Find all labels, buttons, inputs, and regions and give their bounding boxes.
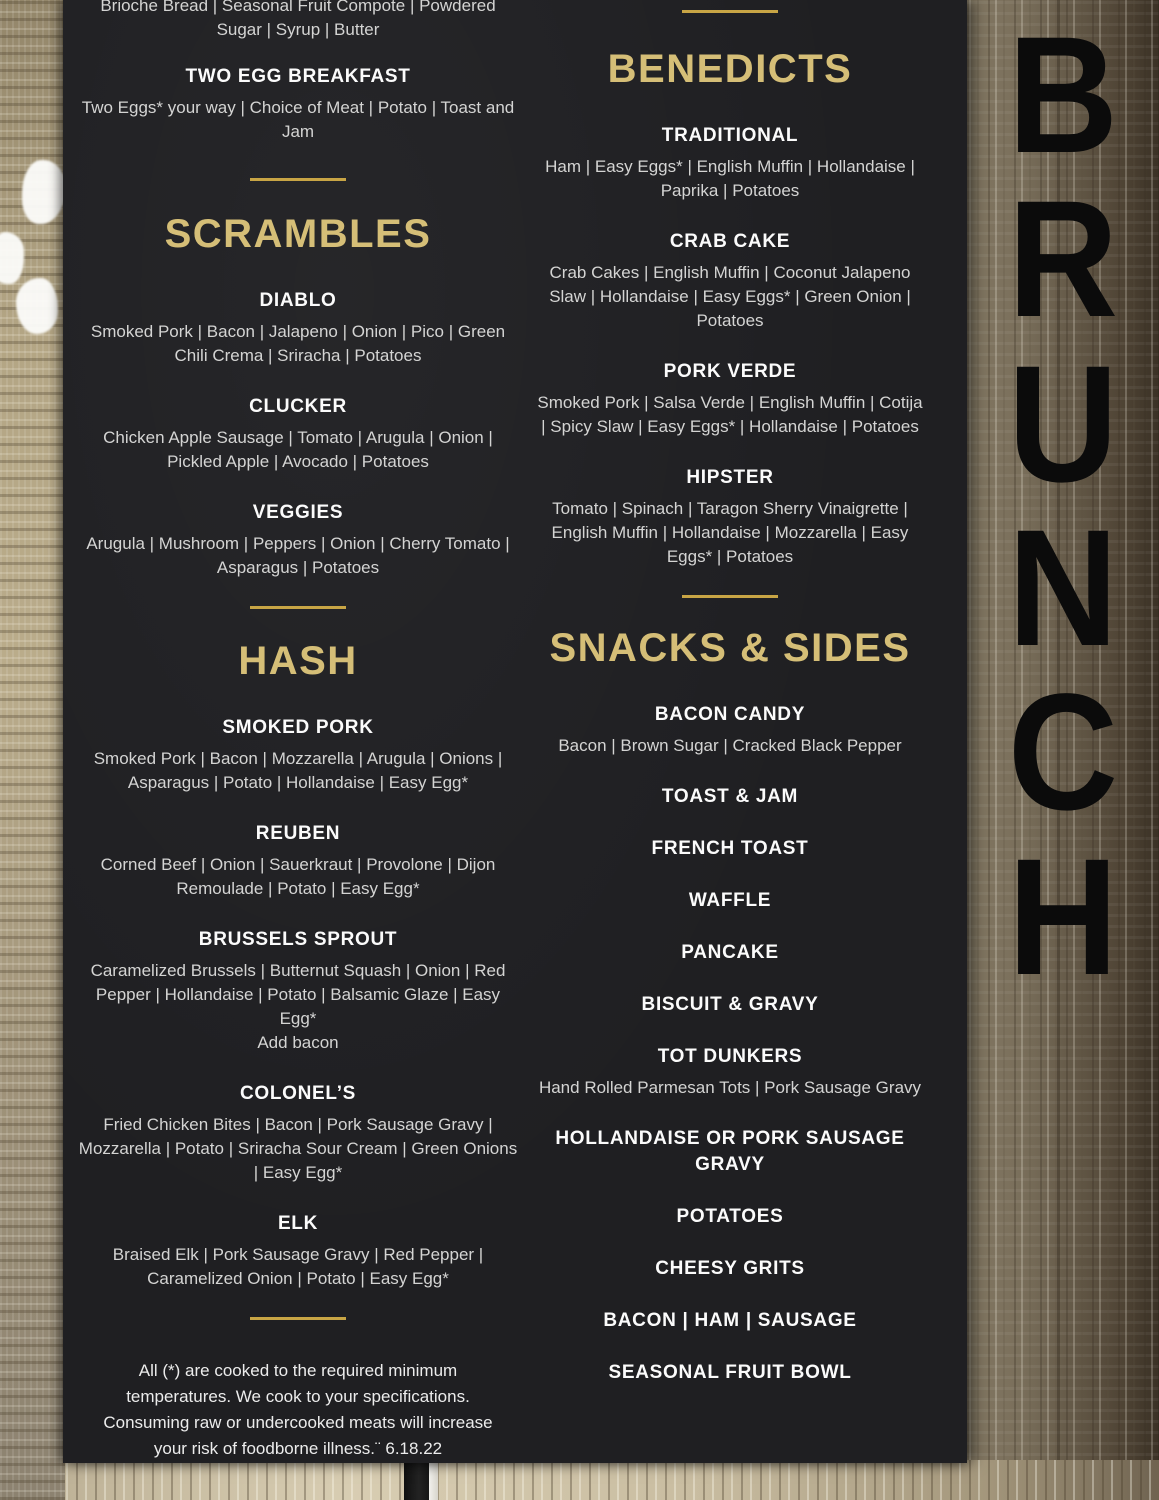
menu-item [535,836,925,862]
section-heading-snacks-and-sides: SNACKS & SIDES [549,626,911,670]
menu-item-name: BISCUIT & GRAVY [641,994,819,1015]
paint-splotch [16,278,58,334]
menu-item-name: CRAB CAKE [669,231,791,252]
menu-item [78,394,518,474]
menu-item [535,1126,925,1178]
menu-item [535,1044,925,1100]
section-divider [250,178,346,181]
menu-item-name: SEASONAL FRUIT BOWL [608,1362,852,1383]
menu-item [535,1256,925,1282]
menu-item-desc: Two Eggs* your way | Choice of Meat | Potato | Toast and Jam [81,98,515,141]
menu-item-name: PORK VERDE [663,361,797,382]
sign-post-highlight [429,1461,438,1500]
title-letter: C [1007,660,1119,846]
vertical-brunch-title [975,3,1152,1010]
paint-splotch [22,160,66,224]
title-letter: U [1007,331,1119,517]
menu-item-name: ELK [277,1213,319,1234]
menu-item-desc: Chicken Apple Sausage | Tomato | Arugula | Onion | Pickled Apple | Avocado | Potatoes [103,428,493,471]
menu-item-desc: Arugula | Mushroom | Peppers | Onion | Cherry Tomato | Asparagus | Potatoes [86,534,510,577]
menu-item [78,927,518,1055]
section-heading-hash: HASH [238,639,358,683]
menu-item-name: POTATOES [676,1206,784,1227]
menu-item-desc: Tomato | Spinach | Taragon Sherry Vinaigrette | English Muffin | Hollandaise | Mozzarella | Easy Eggs* | Potatoes [551,499,909,566]
menu-column-left [78,0,518,1462]
menu-item-name: COLONEL’S [239,1083,357,1104]
menu-item-desc: Hand Rolled Parmesan Tots | Pork Sausage Gravy [538,1078,922,1097]
menu-item-desc: Smoked Pork | Bacon | Mozzarella | Arugula | Onions | Asparagus | Potato | Hollandaise | Easy Egg* [93,749,503,792]
menu-item-desc: Bacon | Brown Sugar | Cracked Black Pepper [558,736,902,755]
menu-item [78,1081,518,1185]
wood-bottom-plank [0,1460,1159,1500]
menu-panel [63,0,967,1463]
menu-item [535,465,925,569]
menu-item-desc: Fried Chicken Bites | Bacon | Pork Sausage Gravy | Mozzarella | Potato | Sriracha Sour Cream | Green Onions | Easy Egg* [78,1115,518,1182]
paint-splotch [0,232,24,284]
menu-item-name: BACON | HAM | SAUSAGE [603,1310,857,1331]
section-divider [682,10,778,13]
menu-item [535,1308,925,1334]
menu-item-name: BACON CANDY [654,704,806,725]
menu-item-note: Add bacon [257,1033,339,1052]
menu-item [535,888,925,914]
menu-item-desc: Caramelized Brussels | Butternut Squash | Onion | Red Pepper | Hollandaise | Potato | Balsamic Glaze | Easy Egg* [90,961,506,1028]
sign-post [404,1461,429,1500]
section-heading-scrambles: SCRAMBLES [164,212,432,256]
menu-item-name: PANCAKE [681,942,779,963]
menu-item-desc: Brioche Bread | Seasonal Fruit Compote | Powdered Sugar | Syrup | Butter [100,0,496,39]
menu-item-desc: Smoked Pork | Salsa Verde | English Muffin | Cotija | Spicy Slaw | Easy Eggs* | Hollandaise | Potatoes [537,393,923,436]
menu-item-name: WAFFLE [688,890,772,911]
menu-item-name: TOT DUNKERS [657,1046,803,1067]
menu-item [78,500,518,580]
section-divider [250,606,346,609]
title-letter: H [1007,824,1119,1010]
menu-item [535,992,925,1018]
menu-item-desc: Crab Cakes | English Muffin | Coconut Jalapeno Slaw | Hollandaise | Easy Eggs* | Green Onion | Potatoes [549,263,911,330]
section-divider [682,595,778,598]
menu-item [535,1360,925,1386]
menu-item-desc: Braised Elk | Pork Sausage Gravy | Red Pepper | Caramelized Onion | Potato | Easy Egg* [112,1245,484,1288]
menu-item-intro [78,0,518,42]
menu-column-right [535,0,925,1412]
menu-item [535,940,925,966]
menu-item-name: FRENCH TOAST [651,838,809,859]
menu-item-desc: Smoked Pork | Bacon | Jalapeno | Onion | Pico | Green Chili Crema | Sriracha | Potatoes [90,322,506,365]
menu-item-name: TWO EGG BREAKFAST [185,66,411,87]
menu-item [535,784,925,810]
menu-item-name: CLUCKER [249,396,347,417]
disclaimer-text: All (*) are cooked to the required minimum temperatures. We cook to your specifications. Consuming raw or undercooked meats will increase your risk of foodborne illness.¨ 6.18.22 [103,1361,493,1458]
menu-item [78,715,518,795]
menu-item-name: TRADITIONAL [661,125,799,146]
menu-item [535,229,925,333]
menu-item [78,288,518,368]
bark-left-edge [0,0,65,1500]
menu-item-name: CHEESY GRITS [655,1258,805,1279]
menu-item-name: REUBEN [255,823,341,844]
menu-item [78,64,518,144]
menu-item-name: BRUSSELS SPROUT [198,929,398,950]
menu-item-desc: Ham | Easy Eggs* | English Muffin | Hollandaise | Paprika | Potatoes [545,157,915,200]
menu-item [78,821,518,901]
menu-item-name: DIABLO [259,290,337,311]
menu-item [535,359,925,439]
menu-item [535,1204,925,1230]
menu-item-name: SMOKED PORK [222,717,374,738]
menu-item-name: TOAST & JAM [661,786,799,807]
title-letter: R [1007,167,1119,353]
menu-item-name: VEGGIES [252,502,344,523]
menu-item [78,1211,518,1291]
menu-item [535,123,925,203]
menu-item-name: HOLLANDAISE OR PORK SAUSAGE GRAVY [555,1128,905,1175]
title-letter: B [1007,3,1119,188]
section-divider [250,1317,346,1320]
title-letter: N [1007,495,1119,681]
section-heading-benedicts: BENEDICTS [607,47,853,91]
menu-item-desc: Corned Beef | Onion | Sauerkraut | Provolone | Dijon Remoulade | Potato | Easy Egg* [100,855,496,898]
menu-item [535,702,925,758]
menu-item-name: HIPSTER [686,467,774,488]
